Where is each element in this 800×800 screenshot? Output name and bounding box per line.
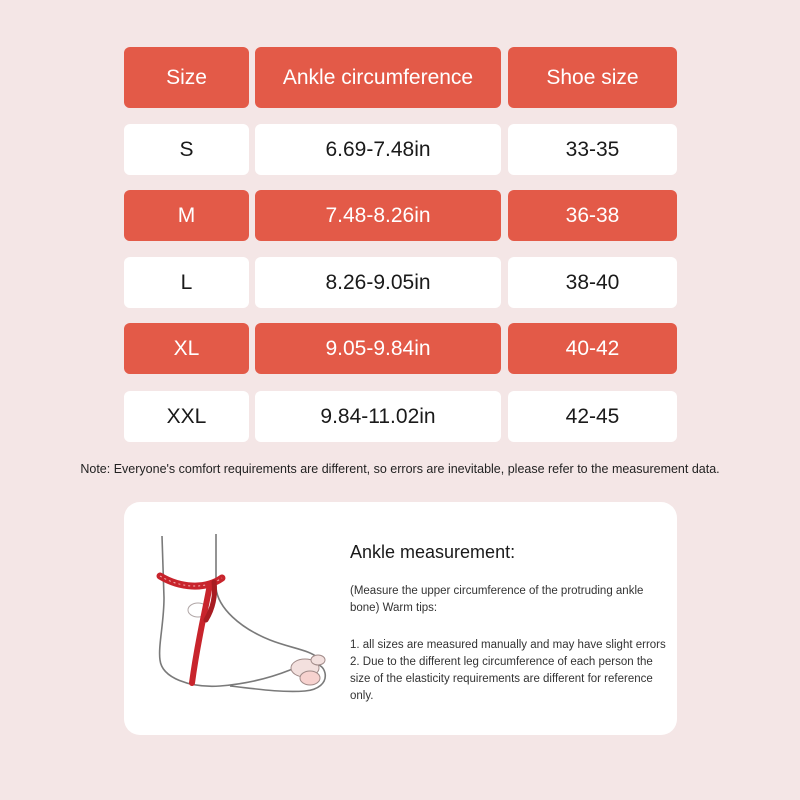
header-ankle-circumference: Ankle circumference [255,47,501,108]
row-m-ankle: 7.48-8.26in [255,190,501,241]
row-l-size: L [124,257,249,308]
foot-with-measuring-tape-icon [150,528,340,713]
row-m-shoe: 36-38 [508,190,677,241]
row-s-shoe: 33-35 [508,124,677,175]
header-size: Size [124,47,249,108]
row-xxl-ankle: 9.84-11.02in [255,391,501,442]
row-xl-shoe: 40-42 [508,323,677,374]
measurement-tip-2: 2. Due to the different leg circumference of each person the size of the elasticity requirements are different for reference only. [350,656,653,702]
header-shoe-size: Shoe size [508,47,677,108]
row-s-size: S [124,124,249,175]
row-s-ankle: 6.69-7.48in [255,124,501,175]
row-l-ankle: 8.26-9.05in [255,257,501,308]
row-xl-ankle: 9.05-9.84in [255,323,501,374]
row-xxl-shoe: 42-45 [508,391,677,442]
row-xxl-size: XXL [124,391,249,442]
measurement-intro: (Measure the upper circumference of the protruding ankle bone) Warm tips: [350,585,644,614]
row-l-shoe: 38-40 [508,257,677,308]
row-xl-size: XL [124,323,249,374]
measurement-title: Ankle measurement: [350,542,516,562]
measurement-tip-1: 1. all sizes are measured manually and may have slight errors [350,639,666,651]
row-m-size: M [124,190,249,241]
comfort-note: Note: Everyone's comfort requirements are different, so errors are inevitable, please refer to the measurement data. [80,462,720,476]
